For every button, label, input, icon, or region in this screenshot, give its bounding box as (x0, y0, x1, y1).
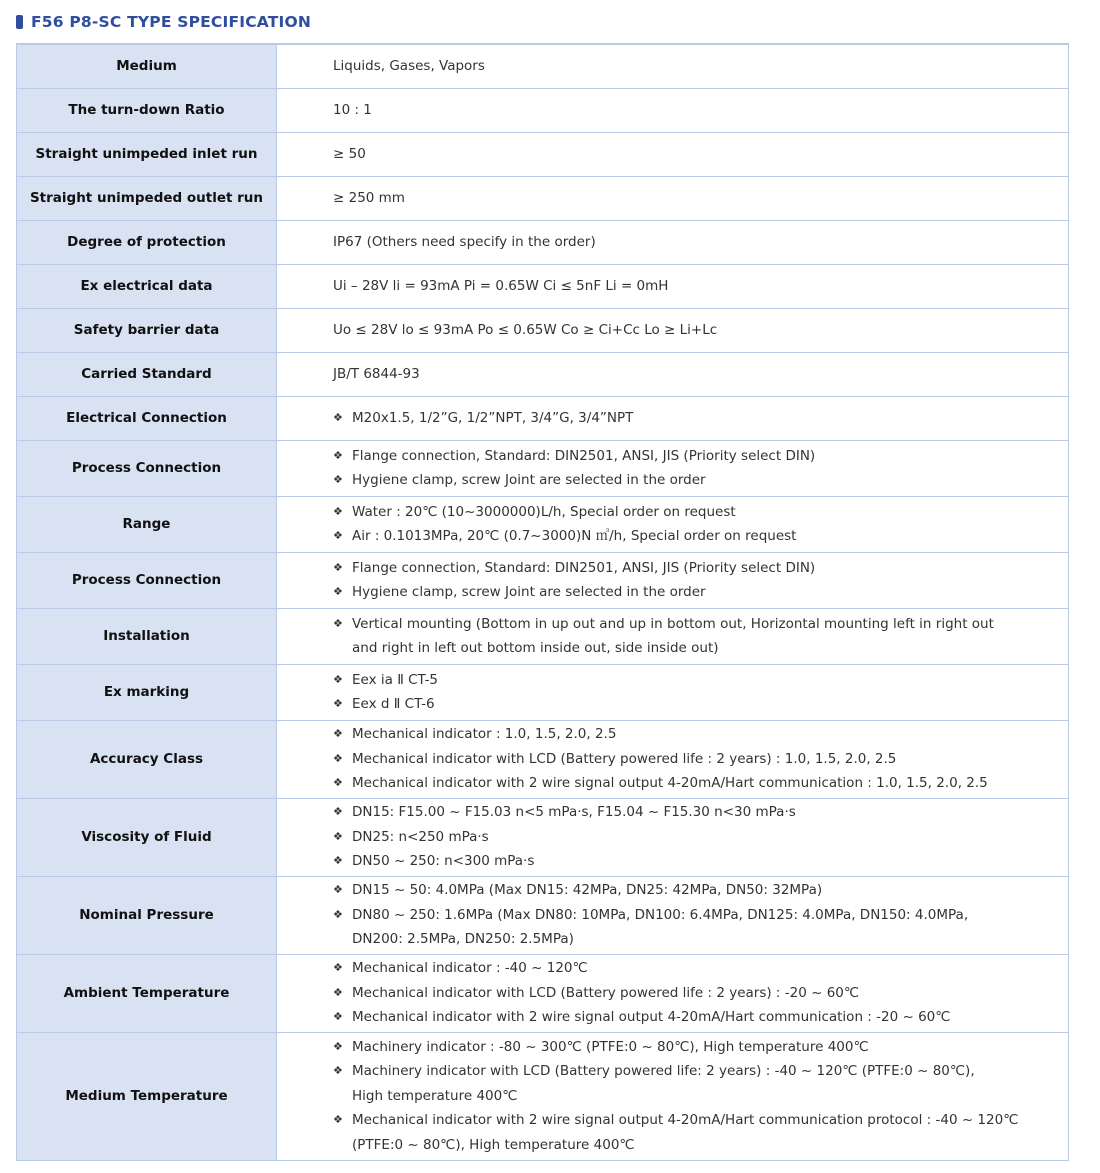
spec-list-item (333, 747, 1060, 772)
spec-list-item (333, 825, 1060, 850)
spec-value (277, 720, 1069, 798)
spec-value-text: JB/T 6844-93 (333, 366, 420, 382)
spec-label: Electrical Connection (17, 396, 277, 440)
spec-list-item (333, 612, 1060, 661)
spec-label: Straight unimpeded outlet run (17, 176, 277, 220)
spec-list-item-text: ❖ Eex ia Ⅱ CT-5 (352, 671, 439, 688)
spec-label: Degree of protection (17, 220, 277, 264)
spec-table-body (17, 44, 1069, 1160)
spec-value (277, 44, 1069, 88)
spec-list-item-text: ❖ Flange connection, Standard: DIN2501, ANSI, JIS (Priority select DIN) (352, 559, 816, 576)
spec-row (17, 1032, 1069, 1160)
spec-label: Installation (17, 608, 277, 664)
spec-list-item-text: ❖ DN15: F15.00 ~ F15.03 n<5 mPa·s, F15.04 ~ F15.30 n<30 mPa·s (352, 804, 796, 821)
spec-value-list (333, 612, 1060, 661)
spec-list-item-text: ❖ Eex d Ⅱ CT-6 (352, 696, 435, 712)
spec-value-text: Liquids, Gases, Vapors (333, 58, 485, 75)
spec-list-item-text: (PTFE:0 ~ 80℃), High temperature 400℃ (352, 1136, 635, 1153)
spec-row (17, 440, 1069, 496)
spec-row (17, 876, 1069, 954)
page-title: F56 P8-SC TYPE SPECIFICATION (31, 13, 312, 31)
spec-label: Process Connection (17, 552, 277, 608)
spec-list-item (333, 444, 1060, 469)
spec-value-list (333, 800, 1060, 874)
spec-value (277, 440, 1069, 496)
spec-label: The turn-down Ratio (17, 88, 277, 132)
spec-value (277, 88, 1069, 132)
spec-list-item (333, 849, 1060, 874)
spec-label: Carried Standard (17, 352, 277, 396)
spec-list-item-text: DN200: 2.5MPa, DN250: 2.5MPa) (352, 931, 574, 948)
spec-value (277, 552, 1069, 608)
spec-list-item-text: ❖ Mechanical indicator with LCD (Battery powered life : 2 years) : -20 ~ 60℃ (352, 984, 860, 1001)
spec-list-item-text: ❖ DN15 ~ 50: 4.0MPa (Max DN15: 42MPa, DN25: 42MPa, DN50: 32MPa) (352, 882, 823, 899)
spec-value-text: Uo ≤ 28V lo ≤ 93mA Po ≤ 0.65W Co ≥ Ci+Cc Lo ≥ Li+Lc (333, 322, 718, 338)
spec-label: Accuracy Class (17, 720, 277, 798)
spec-row (17, 720, 1069, 798)
spec-list-item-text: ❖ Air : 0.1013MPa, 20℃ (0.7~3000)N ㎥/h, Special order on request (352, 528, 797, 544)
spec-list-item (333, 1005, 1060, 1030)
spec-value (277, 396, 1069, 440)
spec-value (277, 220, 1069, 264)
spec-list-item (333, 878, 1060, 903)
spec-list-item-text: ❖ Vertical mounting (Bottom in up out and up in bottom out, Horizontal mounting left in right out (352, 615, 994, 632)
spec-list-item-text: High temperature 400℃ (352, 1087, 518, 1104)
spec-label: Viscosity of Fluid (17, 798, 277, 876)
spec-value-text: Ui – 28V li = 93mA Pi = 0.65W Ci ≤ 5nF Li = 0mH (333, 278, 669, 294)
spec-value-text: ≥ 50 (333, 146, 366, 162)
spec-list-item-text: and right in left out bottom inside out, side inside out) (352, 640, 719, 656)
spec-list-item-text: ❖ DN50 ~ 250: n<300 mPa·s (352, 853, 535, 870)
spec-label: Ambient Temperature (17, 954, 277, 1032)
spec-row (17, 552, 1069, 608)
spec-value (277, 176, 1069, 220)
spec-list-item-text: ❖ Hygiene clamp, screw Joint are selected in the order (352, 472, 706, 488)
spec-list-item-text: ❖ Machinery indicator : -80 ~ 300℃ (PTFE:0 ~ 80℃), High temperature 400℃ (352, 1038, 869, 1055)
spec-row (17, 396, 1069, 440)
spec-row (17, 132, 1069, 176)
spec-list-item-text: ❖ Mechanical indicator with LCD (Battery powered life : 2 years) : 1.0, 1.5, 2.0, 2.5 (352, 750, 897, 767)
spec-row (17, 44, 1069, 88)
spec-list-item (333, 1108, 1060, 1157)
spec-value (277, 132, 1069, 176)
spec-list-item-text: ❖ Water : 20℃ (10~3000000)L/h, Special order on request (352, 503, 736, 520)
spec-list-item (333, 1035, 1060, 1060)
spec-value-list (333, 956, 1060, 1030)
spec-list-item (333, 524, 1060, 549)
spec-value (277, 352, 1069, 396)
spec-value (277, 954, 1069, 1032)
spec-list-item-text: ❖ DN25: n<250 mPa·s (352, 828, 489, 845)
spec-list-item-text: ❖ Mechanical indicator with 2 wire signal output 4-20mA/Hart communication : 1.0, 1.5, 2.0, 2.5 (352, 775, 988, 792)
spec-label: Range (17, 496, 277, 552)
spec-label: Safety barrier data (17, 308, 277, 352)
spec-value (277, 1032, 1069, 1160)
spec-list-item (333, 981, 1060, 1006)
spec-value (277, 798, 1069, 876)
spec-label: Ex marking (17, 664, 277, 720)
spec-list-item-text: ❖ Mechanical indicator : -40 ~ 120℃ (352, 960, 588, 977)
spec-list-item (333, 722, 1060, 747)
spec-row (17, 496, 1069, 552)
spec-value-text: IP67 (Others need specify in the order) (333, 234, 596, 250)
spec-row (17, 264, 1069, 308)
spec-list-item (333, 556, 1060, 581)
spec-table (16, 43, 1069, 1161)
spec-row (17, 308, 1069, 352)
spec-row (17, 954, 1069, 1032)
spec-row (17, 798, 1069, 876)
spec-value (277, 308, 1069, 352)
spec-label: Nominal Pressure (17, 876, 277, 954)
spec-value (277, 876, 1069, 954)
spec-value-list (333, 444, 1060, 493)
spec-value (277, 496, 1069, 552)
spec-row (17, 608, 1069, 664)
spec-list-item (333, 406, 1060, 431)
spec-value-text: ≥ 250 mm (333, 190, 405, 206)
spec-list-item (333, 468, 1060, 493)
spec-value (277, 608, 1069, 664)
spec-value-list (333, 722, 1060, 796)
spec-value (277, 664, 1069, 720)
spec-list-item-text: ❖ DN80 ~ 250: 1.6MPa (Max DN80: 10MPa, DN100: 6.4MPa, DN125: 4.0MPa, DN150: 4.0MPa, (352, 906, 969, 923)
spec-list-item (333, 668, 1060, 693)
spec-list-item-text: ❖ Mechanical indicator : 1.0, 1.5, 2.0, 2.5 (352, 726, 617, 743)
spec-row (17, 352, 1069, 396)
spec-value-list (333, 878, 1060, 952)
spec-value-list (333, 556, 1060, 605)
title-bullet-icon (16, 15, 23, 29)
spec-value-list (333, 406, 1060, 431)
spec-list-item (333, 800, 1060, 825)
spec-list-item-text: ❖ Mechanical indicator with 2 wire signal output 4-20mA/Hart communication protocol : -40 ~ 120℃ (352, 1112, 1019, 1129)
spec-list-item-text: ❖ Mechanical indicator with 2 wire signal output 4-20mA/Hart communication : -20 ~ 60℃ (352, 1009, 951, 1026)
spec-label: Ex electrical data (17, 264, 277, 308)
spec-label: Medium Temperature (17, 1032, 277, 1160)
spec-list-item (333, 903, 1060, 952)
spec-row (17, 88, 1069, 132)
spec-row (17, 220, 1069, 264)
spec-list-item (333, 771, 1060, 796)
spec-label: Process Connection (17, 440, 277, 496)
spec-value-list (333, 500, 1060, 549)
spec-list-item-text: ❖ Machinery indicator with LCD (Battery powered life: 2 years) : -40 ~ 120℃ (PTFE:0 ~ 80℃), (352, 1063, 975, 1080)
spec-label: Medium (17, 44, 277, 88)
spec-label: Straight unimpeded inlet run (17, 132, 277, 176)
spec-value-list (333, 1035, 1060, 1158)
section-title (16, 10, 311, 34)
spec-list-item-text: ❖ Hygiene clamp, screw Joint are selected in the order (352, 584, 706, 600)
spec-list-item-text: ❖ M20x1.5, 1/2”G, 1/2”NPT, 3/4”G, 3/4”NPT (352, 409, 634, 426)
spec-value-text: 10 : 1 (333, 102, 372, 118)
spec-list-item (333, 580, 1060, 605)
spec-list-item (333, 956, 1060, 981)
spec-row (17, 664, 1069, 720)
spec-list-item (333, 1059, 1060, 1108)
spec-value (277, 264, 1069, 308)
spec-list-item (333, 500, 1060, 525)
spec-value-list (333, 668, 1060, 717)
spec-list-item-text: ❖ Flange connection, Standard: DIN2501, ANSI, JIS (Priority select DIN) (352, 447, 816, 464)
spec-list-item (333, 692, 1060, 717)
spec-row (17, 176, 1069, 220)
